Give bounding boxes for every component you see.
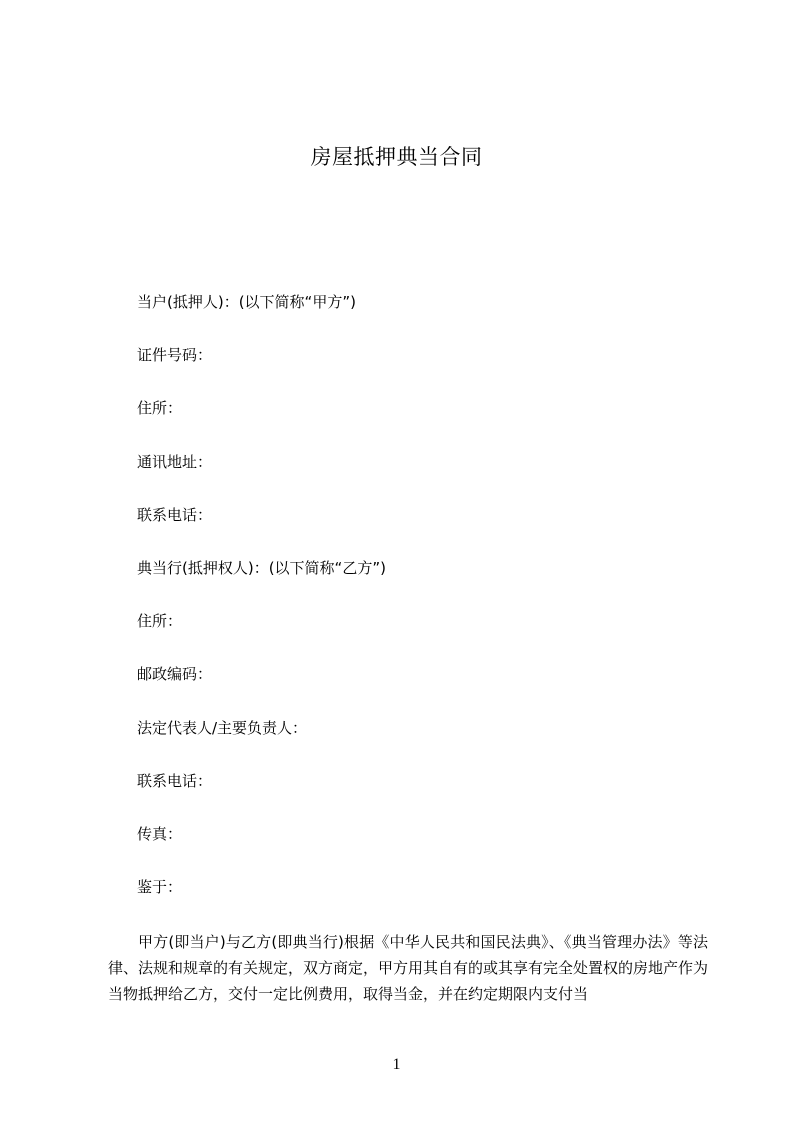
- body-paragraph: 甲方(即当户)与乙方(即典当行)根据《中华人民共和国民法典》、《典当管理办法》等法律、法规和规章的有关规定，双方商定，甲方用其自有的或其享有完全处置权的房地产作为当物抵押给乙方，交付一定比例费用，取得当金，并在约定期限内支付当: [108, 933, 709, 1003]
- party-info-list: [137, 289, 386, 927]
- field-fax: 传真：: [137, 824, 183, 843]
- field-party-b-residence: 住所：: [137, 612, 183, 631]
- field-mailing-address: 通讯地址：: [137, 452, 213, 471]
- field-party-a-residence: 住所：: [137, 399, 183, 418]
- field-party-a-phone: 联系电话：: [137, 505, 213, 524]
- field-postal-code: 邮政编码：: [137, 665, 213, 684]
- field-party-b: 典当行(抵押权人)：(以下简称“乙方”): [137, 558, 386, 577]
- field-party-b-phone: 联系电话：: [137, 771, 213, 790]
- field-legal-representative: 法定代表人/主要负责人：: [137, 718, 308, 737]
- page-number: 1: [392, 1056, 401, 1073]
- document-title: 房屋抵押典当合同: [310, 145, 483, 169]
- field-id-number: 证件号码：: [137, 346, 213, 365]
- field-whereas: 鉴于：: [137, 878, 183, 897]
- field-party-a: 当户(抵押人)：(以下简称“甲方”): [137, 293, 356, 311]
